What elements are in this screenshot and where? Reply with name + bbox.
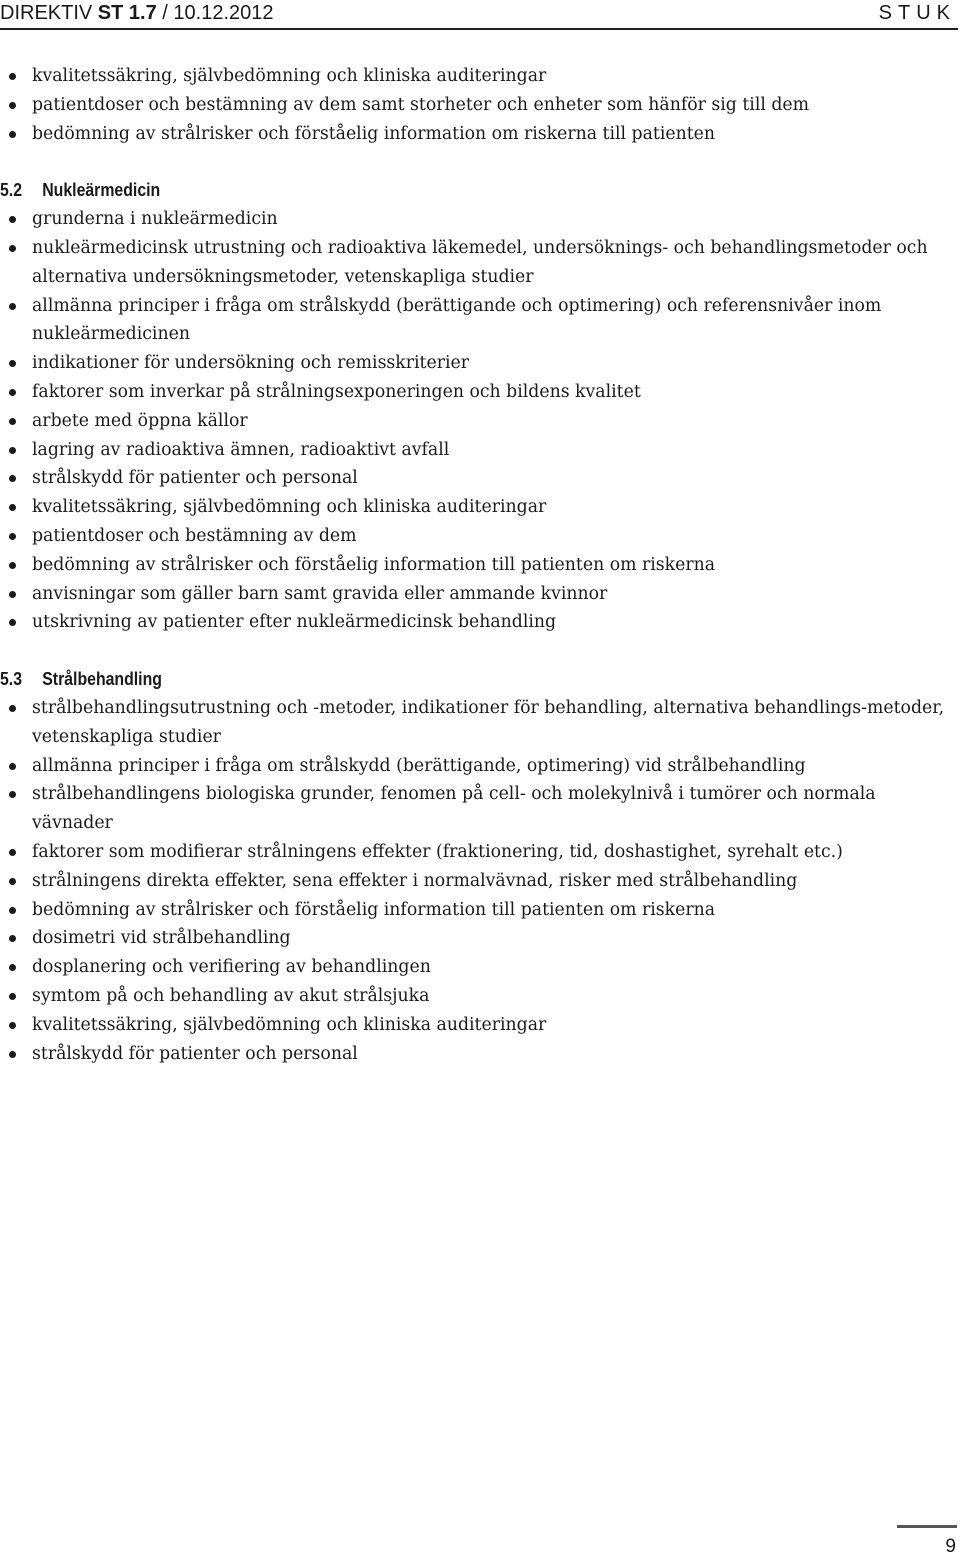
section-nuclear-medicine — [0, 176, 958, 637]
list-item: grunderna i nukleärmedicin — [0, 205, 958, 234]
page-header — [0, 0, 958, 30]
list-item: patientdoser och bestämning av dem samt storheter och enheter som hänför sig till dem — [0, 91, 958, 120]
list-item: bedömning av strålrisker och förståelig information till patienten om riskerna — [0, 896, 958, 925]
list-item: strålskydd för patienter och personal — [0, 464, 958, 493]
list-item: nukleärmedicinsk utrustning och radioaktiva läkemedel, undersöknings- och behandlingsmetoder och alternativa undersökningsmetoder, vetenskapliga studier — [0, 234, 958, 292]
list-item: utskrivning av patienter efter nukleärmedicinsk behandling — [0, 608, 958, 637]
section-title: Nukleärmedicin — [42, 180, 161, 201]
list-item: arbete med öppna källor — [0, 407, 958, 436]
list-item: strålningens direkta effekter, sena effekter i normalvävnad, risker med strålbehandling — [0, 867, 958, 896]
list-item: bedömning av strålrisker och förståelig information till patienten om riskerna — [0, 551, 958, 580]
section-radiotherapy — [0, 665, 958, 1068]
list-item: faktorer som inverkar på strålningsexponeringen och bildens kvalitet — [0, 378, 958, 407]
doc-ref-code: ST 1.7 — [97, 2, 157, 24]
section-heading — [0, 665, 843, 694]
list-item: faktorer som modifierar strålningens effekter (fraktionering, tid, doshastighet, syrehalt etc.) — [0, 838, 958, 867]
intro-list — [0, 62, 958, 148]
list-item: lagring av radioaktiva ämnen, radioaktivt avfall — [0, 436, 958, 465]
list-item: bedömning av strålrisker och förståelig information om riskerna till patienten — [0, 120, 958, 149]
section-title: Strålbehandling — [42, 669, 162, 690]
list-item: anvisningar som gäller barn samt gravida eller ammande kvinnor — [0, 580, 958, 609]
footer-rule — [897, 1525, 957, 1528]
organization-name: STUK — [878, 2, 956, 24]
list-item: indikationer för undersökning och remisskriterier — [0, 349, 958, 378]
document-reference — [0, 1, 274, 25]
section-number: 5.2 — [0, 180, 23, 201]
section-list — [0, 205, 958, 637]
list-item: strålbehandlingens biologiska grunder, fenomen på cell- och molekylnivå i tumörer och normala vävnader — [0, 780, 958, 838]
list-item: dosimetri vid strålbehandling — [0, 924, 958, 953]
page-content — [0, 62, 958, 1068]
list-item: dosplanering och verifiering av behandlingen — [0, 953, 958, 982]
list-item: kvalitetssäkring, självbedömning och kliniska auditeringar — [0, 62, 958, 91]
list-item: patientdoser och bestämning av dem — [0, 522, 958, 551]
section-heading — [0, 176, 843, 205]
section-list — [0, 694, 958, 1068]
list-item: allmänna principer i fråga om strålskydd (berättigande och optimering) och referensnivåer inom nukleärmedicinen — [0, 292, 958, 350]
list-item: kvalitetssäkring, självbedömning och kliniska auditeringar — [0, 493, 958, 522]
section-number: 5.3 — [0, 669, 23, 690]
doc-ref-date: / 10.12.2012 — [156, 2, 274, 24]
doc-ref-prefix: DIREKTIV — [0, 2, 98, 24]
page-number: 9 — [945, 1536, 956, 1557]
list-item: strålbehandlingsutrustning och -metoder, indikationer för behandling, alternativa behandlings-metoder, vetenskapliga studier — [0, 694, 958, 752]
list-item: kvalitetssäkring, självbedömning och kliniska auditeringar — [0, 1011, 958, 1040]
list-item: allmänna principer i fråga om strålskydd (berättigande, optimering) vid strålbehandling — [0, 752, 958, 781]
list-item: symtom på och behandling av akut strålsjuka — [0, 982, 958, 1011]
list-item: strålskydd för patienter och personal — [0, 1040, 958, 1069]
